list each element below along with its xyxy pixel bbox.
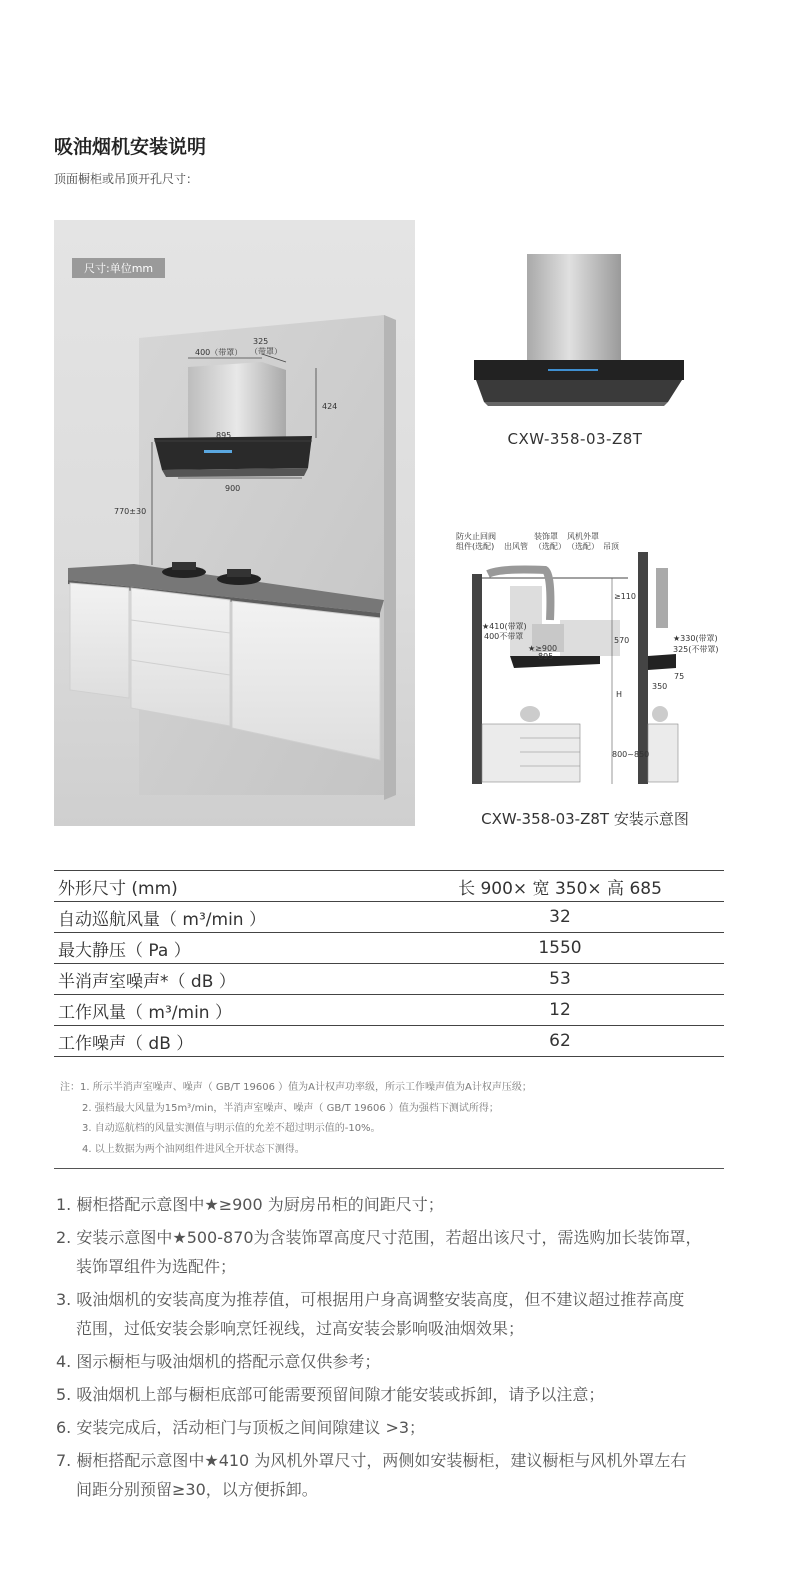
spec-value: 长 900× 宽 350× 高 685 — [396, 871, 724, 902]
spec-label: 自动巡航风量（ m³/min ） — [54, 902, 396, 933]
kitchen-scene-illustration — [54, 220, 415, 826]
label-duct: 出风管 — [504, 542, 528, 551]
dim-800: 800~850 — [612, 750, 650, 759]
table-row — [54, 902, 724, 933]
dim-410: ★410(带罩) — [482, 622, 527, 631]
label-outer-cover-2: （选配） — [567, 542, 599, 551]
table-row — [54, 1026, 724, 1057]
spec-value: 12 — [396, 995, 724, 1026]
label-fire-valve: 防火止回阀 — [456, 532, 496, 541]
page-subtitle: 顶面橱柜或吊顶开孔尺寸： — [54, 172, 199, 186]
dim-top-depth-b-note: （带罩） — [250, 347, 282, 356]
unit-tag: 尺寸:单位mm — [72, 258, 165, 278]
dim-top-depth-b: 325 — [253, 337, 269, 346]
notes — [60, 1078, 720, 1160]
spec-label: 工作风量（ m³/min ） — [54, 995, 396, 1026]
install-diagram-caption: CXW-358-03-Z8T 安装示意图 — [481, 810, 689, 828]
label-ceiling: 吊顶 — [603, 542, 619, 551]
spec-value: 62 — [396, 1026, 724, 1057]
dim-900: ★≥900 — [528, 644, 558, 653]
dim-400: 400不带罩 — [484, 632, 524, 641]
note-item: 注：1. 所示半消声室噪声、噪声（ GB/T 19606 ）值为A计权声功率级，所示工作噪声值为A计权声压级； — [60, 1082, 532, 1093]
list-item: 1. 橱柜搭配示意图中★≥900 为厨房吊柜的间距尺寸； — [56, 1195, 444, 1214]
dim-top-depth: 400（带罩） — [195, 348, 243, 357]
list-item: 7. 橱柜搭配示意图中★410 为风机外罩尺寸，两侧如安装橱柜，建议橱柜与风机外罩左右 — [56, 1451, 687, 1470]
dim-570: 570 — [614, 636, 630, 645]
label-outer-cover: 风机外罩 — [567, 532, 599, 541]
list-item: 6. 安装完成后，活动柜门与顶板之间间隙建议 >3； — [56, 1418, 426, 1437]
table-row — [54, 995, 724, 1026]
dim-mount-height: 770±30 — [114, 507, 147, 516]
note-item: 3. 自动巡航档的风量实测值与明示值的允差不超过明示值的-10%。 — [82, 1123, 381, 1134]
note-item: 2. 强档最大风量为15m³/min，半消声室噪声、噪声（ GB/T 19606 ）值为强档下测试所得； — [82, 1102, 499, 1114]
dim-350: 350 — [652, 682, 668, 691]
spec-label: 工作噪声（ dB ） — [54, 1026, 396, 1057]
label-cover-2: （选配） — [534, 542, 566, 551]
dim-h: H — [616, 690, 623, 699]
product-model-label: CXW-358-03-Z8T — [507, 430, 643, 448]
note-item: 4. 以上数据为两个油网组件进风全开状态下测得。 — [82, 1143, 305, 1155]
label-fire-valve-2: 组件(选配) — [456, 542, 495, 551]
table-row — [54, 964, 724, 995]
spec-value: 53 — [396, 964, 724, 995]
instruction-list — [56, 1190, 728, 1504]
range-hood-product-image — [470, 252, 690, 412]
dim-bottom-width: 900 — [225, 484, 241, 493]
hood-chimney — [188, 362, 286, 438]
dim-height: 424 — [322, 402, 338, 411]
dim-hood-width: 895 — [216, 431, 232, 440]
list-item: 3. 吸油烟机的安装高度为推荐值，可根据用户身高调整安装高度，但不建议超过推荐高度 — [56, 1290, 685, 1309]
spec-label: 半消声室噪声*（ dB ） — [54, 964, 396, 995]
cabinet-drawers — [131, 588, 230, 726]
dim-75: 75 — [674, 672, 685, 681]
page-title: 吸油烟机安装说明 — [54, 136, 207, 158]
dim-330: ★330(带罩) — [673, 634, 718, 643]
label-cover: 装饰罩 — [534, 532, 558, 541]
list-item-continued: 间距分别预留≥30，以方便拆卸。 — [76, 1480, 318, 1499]
list-item-continued: 范围，过低安装会影响烹饪视线，过高安装会影响吸油烟效果； — [76, 1319, 525, 1338]
kitchen-scene-image — [54, 220, 415, 826]
spec-table — [54, 870, 724, 1057]
list-item: 2. 安装示意图中★500-870为含装饰罩高度尺寸范围，若超出该尺寸，需选购加长装饰罩， — [56, 1228, 702, 1247]
spec-label: 外形尺寸 (mm) — [54, 871, 396, 902]
spec-value: 32 — [396, 902, 724, 933]
list-item: 5. 吸油烟机上部与橱柜底部可能需要预留间隙才能安装或拆卸，请予以注意； — [56, 1385, 605, 1404]
list-item-continued: 装饰罩组件为选配件； — [76, 1257, 237, 1276]
divider — [54, 1168, 724, 1169]
installation-diagram — [450, 528, 720, 798]
dim-895: 895 — [538, 652, 554, 661]
spec-label: 最大静压（ Pa ） — [54, 933, 396, 964]
table-row — [54, 933, 724, 964]
spec-value: 1550 — [396, 933, 724, 964]
dim-325: 325(不带罩) — [673, 645, 719, 654]
table-row — [54, 871, 724, 902]
cabinet-left — [70, 583, 129, 698]
list-item: 4. 图示橱柜与吸油烟机的搭配示意仅供参考； — [56, 1352, 381, 1371]
dim-110: ≥110 — [614, 592, 636, 601]
